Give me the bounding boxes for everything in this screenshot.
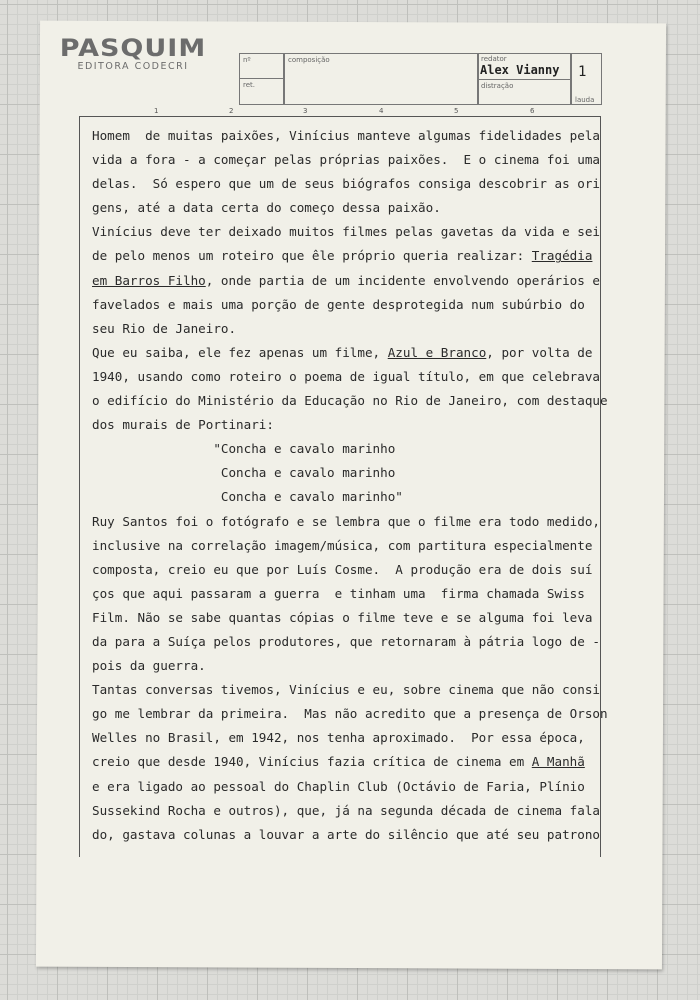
text-line: composta, creio eu que por Luís Cosme. A produção era de dois suí <box>92 561 593 577</box>
logo-title: PASQUIM <box>59 34 207 63</box>
label-distracao: distração <box>481 82 514 90</box>
text-line: gens, até a data certa do começo dessa paixão. <box>92 200 441 216</box>
poem-line: Concha e cavalo marinho" <box>92 489 403 505</box>
text-line: delas. Só espero que um de seus biógrafos consiga descobrir as ori <box>92 176 600 192</box>
label-redator: redator <box>481 55 507 63</box>
label-ret: ret. <box>243 81 256 89</box>
text-line <box>92 269 608 293</box>
text-segment: , onde partia de um incidente envolvendo operários e <box>205 272 601 288</box>
text-line: e era ligado ao pessoal do Chaplin Club (Octávio de Faria, Plínio <box>92 778 585 794</box>
text-line: Tantas conversas tivemos, Vinícius e eu, sobre cinema que não consi <box>92 682 600 698</box>
film-title-tragedia: Tragédia <box>531 248 593 264</box>
header-divider <box>239 78 283 79</box>
text-line: Vinícius deve ter deixado muitos filmes pelas gavetas da vida e sei <box>92 224 600 240</box>
text-line: 1940, usando como roteiro o poema de igual título, em que celebrava <box>92 368 600 384</box>
text-line: Ruy Santos foi o fotógrafo e se lembra que o filme era todo medido, <box>92 513 600 529</box>
ruler-mark: 1 <box>154 107 159 115</box>
poem-line: Concha e cavalo marinho <box>92 465 396 481</box>
label-composicao: composição <box>288 56 330 64</box>
text-line: Welles no Brasil, em 1942, nos tenha aproximado. Por essa época, <box>92 730 585 746</box>
text-line: da para a Suíça pelos produtores, que retornaram à pátria logo de - <box>92 633 600 649</box>
text-line: Film. Não se sabe quantas cópias o filme teve e se alguma foi leva <box>92 609 593 625</box>
film-title-tragedia-cont: em Barros Filho <box>92 272 206 288</box>
text-line: seu Rio de Janeiro. <box>92 320 237 336</box>
logo-subtitle: EDITORA CODECRI <box>77 61 189 72</box>
text-segment: de pelo menos um roteiro que êle próprio queria realizar: <box>92 248 532 264</box>
ruler-mark: 4 <box>379 107 384 115</box>
ruler-mark: 2 <box>229 107 234 115</box>
newspaper-a-manha: A Manhã <box>531 754 585 770</box>
text-line: dos murais de Portinari: <box>92 417 274 433</box>
label-number: nº <box>243 56 251 64</box>
text-line: vida a fora - a começar pelas próprias paixões. E o cinema foi uma <box>92 152 600 168</box>
text-segment: Que eu saiba, ele fez apenas um filme, <box>92 344 388 360</box>
text-line <box>92 750 608 774</box>
text-line: go me lembrar da primeira. Mas não acredito que a presença de Orson <box>92 706 608 722</box>
text-line: inclusive na correlação imagem/música, com partitura especialmente <box>92 537 593 553</box>
text-line: pois da guerra. <box>92 658 206 674</box>
lauda-number: 1 <box>578 64 587 80</box>
text-line: o edifício do Ministério da Educação no Rio de Janeiro, com destaque <box>92 393 608 409</box>
text-line: favelados e mais uma porção de gente desprotegida num subúrbio do <box>92 296 585 312</box>
text-segment: creio que desde 1940, Vinícius fazia crítica de cinema em <box>92 754 532 770</box>
text-line: Sussekind Rocha e outros), que, já na segunda década de cinema fala <box>92 802 600 818</box>
ruler-mark: 3 <box>303 107 308 115</box>
film-title-azul-branco: Azul e Branco <box>387 344 487 360</box>
redator-value: Alex Vianny <box>480 63 560 77</box>
poem-line: "Concha e cavalo marinho <box>92 441 396 457</box>
ruler-mark: 6 <box>530 107 535 115</box>
text-line: Homem de muitas paixões, Vinícius manteve algumas fidelidades pela <box>92 128 600 143</box>
label-lauda: lauda <box>575 96 595 104</box>
typed-text <box>92 124 608 847</box>
text-line <box>92 244 608 268</box>
header-divider <box>477 79 570 80</box>
text-line: ços que aqui passaram a guerra e tinham uma firma chamada Swiss <box>92 585 585 601</box>
text-segment: , por volta de <box>486 344 593 360</box>
text-line <box>92 341 608 365</box>
text-line: do, gastava colunas a louvar a arte do silêncio que até seu patrono <box>92 826 600 842</box>
ruler-mark: 5 <box>454 107 459 115</box>
pasquim-logo <box>48 34 218 72</box>
